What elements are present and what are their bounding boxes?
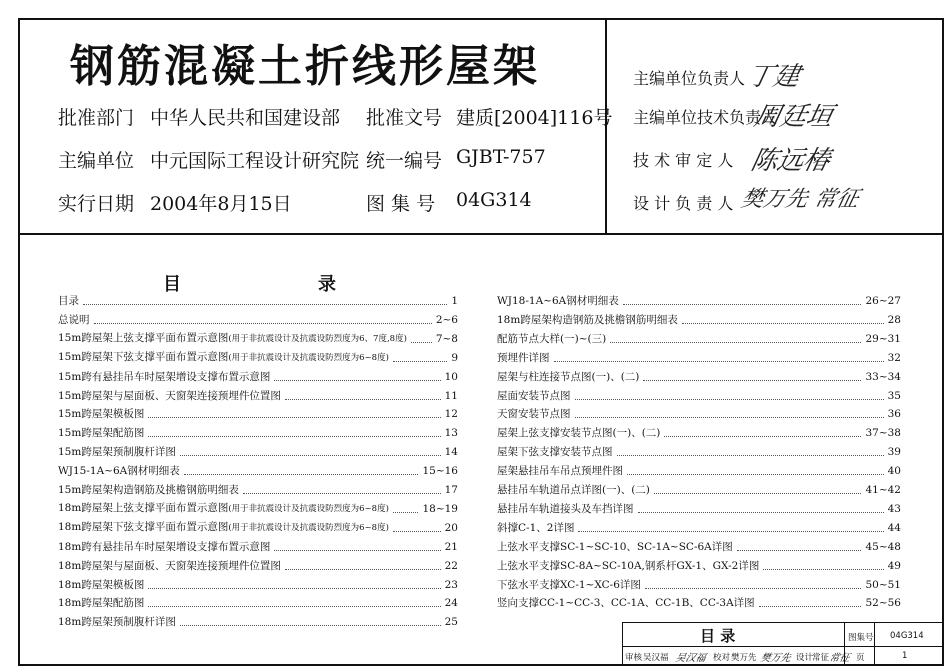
toc-entry-label <box>497 390 571 403</box>
toc-entry-page: 37~38 <box>865 427 901 440</box>
toc-leader-dots <box>148 436 440 437</box>
editor-unit-value: 中元国际工程设计研究院 <box>150 150 360 172</box>
toc-entry-page: 28 <box>887 313 901 326</box>
toc-entry-title: 18m跨屋架构造钢筋及挑檐钢筋明细表 <box>497 313 678 326</box>
toc-row <box>497 443 901 459</box>
toc-entry-page: 10 <box>444 370 458 383</box>
design-label: 设计 <box>796 653 814 663</box>
toc-row <box>58 349 458 365</box>
toc-entry-label <box>497 541 733 554</box>
toc-entry-title: 下弦水平支撑XC-1~XC-6详图 <box>497 578 641 591</box>
toc-entry-label <box>58 465 180 478</box>
toc-row <box>497 330 901 346</box>
toc-row <box>497 424 901 440</box>
toc-entry-label <box>58 390 281 403</box>
toc-entry-title: 15m跨屋架模板图 <box>58 408 145 421</box>
toc-entry-page: 7~8 <box>435 332 458 345</box>
toc-row <box>497 594 901 610</box>
toc-entry-title: 配筋节点大样(一)~(三) <box>497 332 607 345</box>
review-name: 吴汉福 <box>643 653 669 663</box>
toc-leader-dots <box>274 550 440 551</box>
toc-leader-dots <box>575 417 884 418</box>
toc-entry-label <box>58 541 270 554</box>
toc-leader-dots <box>180 625 441 626</box>
toc-leader-dots <box>623 304 862 305</box>
toc-entry-page: 52~56 <box>865 597 901 610</box>
toc-leader-dots <box>148 417 440 418</box>
toc-entry-page: 36 <box>887 408 901 421</box>
signature-review: 陈远椿 <box>748 146 833 176</box>
toc-leader-dots <box>274 380 440 381</box>
toc-row <box>497 519 901 535</box>
toc-entry-title: 18m跨屋架上弦支撑平面布置示意图 <box>58 501 229 514</box>
design-name: 常征 <box>812 653 830 663</box>
approval-dept-value: 中华人民共和国建设部 <box>150 107 341 129</box>
toc-row <box>58 519 458 535</box>
toc-entry-title: 15m跨有悬挂吊车时屋架增设支撑布置示意图 <box>58 370 271 383</box>
toc-row <box>58 462 458 478</box>
toc-entry-page: 12 <box>444 408 458 421</box>
toc-leader-dots <box>578 531 883 532</box>
toc-row <box>497 557 901 573</box>
toc-leader-dots <box>763 569 883 570</box>
toc-row <box>58 405 458 421</box>
toc-row <box>58 292 458 308</box>
toc-leader-dots <box>643 380 861 381</box>
toc-entry-page: 2~6 <box>435 313 458 326</box>
toc-entry-title: 18m跨屋架预制腹杆详图 <box>58 616 176 629</box>
toc-entry-label <box>58 351 389 365</box>
toc-entry-page: 23 <box>444 578 458 591</box>
toc-leader-dots <box>393 361 447 362</box>
toc-leader-dots <box>393 531 441 532</box>
toc-entry-title: 竖向支撑CC-1~CC-3、CC-1A、CC-1B、CC-3A详图 <box>497 597 755 610</box>
toc-entry-label <box>58 314 90 327</box>
toc-entry-title: 18m跨屋架下弦支撑平面布置示意图 <box>58 520 229 533</box>
toc-entry-page: 44 <box>887 521 901 534</box>
editor-unit-label: 主编单位 <box>58 150 135 172</box>
toc-leader-dots <box>83 304 447 305</box>
toc-leader-dots <box>411 342 432 343</box>
toc-entry-title: 15m跨屋架预制腹杆详图 <box>58 446 176 459</box>
toc-entry-label <box>58 484 239 497</box>
toc-entry-label <box>497 597 755 610</box>
toc-row <box>58 557 458 573</box>
toc-entry-title: 15m跨屋架配筋图 <box>58 427 145 440</box>
toc-entry-title: WJ18-1A~6A钢材明细表 <box>497 295 619 307</box>
toc-entry-page: 24 <box>444 597 458 610</box>
check-name: 樊万先 <box>731 653 757 663</box>
approval-doc-value: 建质[2004]116号 <box>456 107 613 129</box>
toc-entry-title: 15m跨屋架上弦支撑平面布置示意图 <box>58 331 229 344</box>
toc-entry-label <box>58 579 144 592</box>
toc-row <box>497 292 901 308</box>
toc-entry-page: 15~16 <box>422 465 458 478</box>
sig-role-tech: 主编单位技术负责人 <box>633 108 778 127</box>
toc-entry-title: 预埋件详图 <box>497 351 550 364</box>
toc-entry-page: 26~27 <box>865 295 901 307</box>
toc-entry-title: 目录 <box>58 295 79 307</box>
toc-leader-dots <box>610 342 861 343</box>
toc-entry-title: 15m跨屋架构造钢筋及挑檐钢筋明细表 <box>58 484 239 496</box>
title-block-title: 目 录 <box>700 627 736 645</box>
toc-leader-dots <box>393 512 419 513</box>
toc-title-left: 目 <box>163 274 181 295</box>
toc-entry-page: 39 <box>887 446 901 459</box>
toc-entry-label <box>58 295 79 308</box>
atlas-number-cell-label: 图集号 <box>848 633 874 643</box>
toc-entry-note: (用于非抗震设计及抗震设防烈度为6~8度) <box>228 352 389 363</box>
toc-entry-label <box>497 560 759 573</box>
toc-entry-label <box>497 408 571 421</box>
toc-entry-title: 屋架悬挂吊车吊点预埋件图 <box>497 465 623 478</box>
toc-leader-dots <box>575 399 884 400</box>
signature-tech: 周廷垣 <box>751 102 836 132</box>
toc-entry-label <box>58 597 144 610</box>
toc-entry-title: WJ15-1A~6A钢材明细表 <box>58 465 180 478</box>
toc-entry-page: 14 <box>444 446 458 459</box>
toc-entry-label <box>497 522 574 535</box>
toc-entry-page: 49 <box>887 559 901 572</box>
atlas-number-cell-value: 04G314 <box>890 631 924 641</box>
title-block-col-divider-2 <box>874 622 875 666</box>
approval-doc-label: 批准文号 <box>366 107 443 129</box>
toc-row <box>497 311 901 327</box>
unified-number-value: GJBT-757 <box>456 146 546 168</box>
toc-leader-dots <box>737 550 862 551</box>
toc-entry-page: 13 <box>444 427 458 440</box>
toc-leader-dots <box>148 588 440 589</box>
toc-entry-page: 35 <box>887 389 901 402</box>
toc-entry-label <box>497 484 650 497</box>
toc-entry-title: 上弦水平支撑SC-1~SC-10、SC-1A~SC-6A详图 <box>497 540 733 553</box>
toc-entry-page: 25 <box>444 616 458 629</box>
toc-entry-label <box>58 446 176 459</box>
toc-entry-page: 50~51 <box>865 578 901 591</box>
effective-date-value: 2004年8月15日 <box>150 193 292 215</box>
toc-entry-note: (用于非抗震设计及抗震设防烈度为6~8度) <box>228 503 389 514</box>
toc-entry-page: 40 <box>887 465 901 478</box>
toc-entry-title: 15m跨屋架与屋面板、天窗架连接预埋件位置图 <box>58 389 281 402</box>
toc-entry-note: (用于非抗震设计及抗震设防烈度为6~8度) <box>228 522 389 533</box>
sig-role-chief: 主编单位负责人 <box>633 69 746 88</box>
toc-row <box>497 538 901 554</box>
review-signature: 吴汉福 <box>674 653 707 664</box>
atlas-number-value: 04G314 <box>456 189 532 211</box>
toc-entry-title: 天窗安装节点图 <box>497 408 571 421</box>
toc-row <box>58 538 458 554</box>
toc-entry-title: 18m跨屋架与屋面板、天窗架连接预埋件位置图 <box>58 559 281 572</box>
toc-entry-title: 总说明 <box>58 313 90 326</box>
toc-entry-title: 上弦水平支撑SC-8A~SC-10A,钢系杆GX-1、GX-2详图 <box>497 559 760 572</box>
toc-entry-page: 45~48 <box>865 540 901 553</box>
check-label: 校对 <box>713 653 731 663</box>
toc-row <box>497 349 901 365</box>
toc-row <box>497 462 901 478</box>
toc-entry-label <box>497 446 613 459</box>
toc-leader-dots <box>184 474 419 475</box>
toc-entry-title: 屋面安装节点图 <box>497 389 571 402</box>
toc-row <box>497 481 901 497</box>
toc-leader-dots <box>243 493 441 494</box>
toc-entry-page: 33~34 <box>865 370 901 383</box>
toc-row <box>58 613 458 629</box>
toc-row <box>58 368 458 384</box>
check-signature: 樊万先 <box>759 653 792 664</box>
toc-leader-dots <box>148 606 440 607</box>
signature-chief: 丁建 <box>744 62 803 92</box>
toc-row <box>58 576 458 592</box>
toc-entry-label <box>58 616 176 629</box>
toc-leader-dots <box>759 606 862 607</box>
toc-leader-dots <box>180 455 441 456</box>
toc-entry-label <box>497 333 606 346</box>
toc-row <box>58 387 458 403</box>
toc-row <box>58 424 458 440</box>
toc-row <box>497 500 901 516</box>
toc-entry-label <box>497 427 660 440</box>
toc-row <box>58 594 458 610</box>
toc-leader-dots <box>617 455 884 456</box>
review-label: 审核 <box>625 653 643 663</box>
toc-leader-dots <box>638 512 884 513</box>
toc-entry-title: 屋架上弦支撑安装节点图(一)、(二) <box>497 427 661 440</box>
toc-entry-page: 11 <box>444 389 458 402</box>
toc-row <box>58 330 458 346</box>
toc-entry-title: 悬挂吊车轨道吊点详图(一)、(二) <box>497 484 650 496</box>
toc-leader-dots <box>654 493 862 494</box>
atlas-number-label: 图 集 号 <box>366 193 436 215</box>
page-cell-label: 页 <box>856 653 865 663</box>
toc-entry-page: 1 <box>451 295 458 307</box>
toc-entry-label <box>58 427 144 440</box>
signature-design: 樊万先 常征 <box>738 187 862 212</box>
toc-entry-label <box>58 408 144 421</box>
title-block-row-divider <box>622 646 944 647</box>
approval-dept-label: 批准部门 <box>58 107 135 129</box>
toc-entry-label <box>497 371 639 384</box>
toc-leader-dots <box>554 361 884 362</box>
toc-row <box>497 576 901 592</box>
toc-row <box>497 387 901 403</box>
toc-entry-label <box>58 521 389 535</box>
toc-leader-dots <box>645 588 862 589</box>
toc-entry-title: 屋架下弦支撑安装节点图 <box>497 446 613 459</box>
toc-leader-dots <box>627 474 884 475</box>
toc-entry-title: 18m跨屋架配筋图 <box>58 597 145 610</box>
toc-entry-title: 斜撑C-1、2详图 <box>497 521 575 534</box>
toc-entry-label <box>497 352 550 365</box>
header-divider <box>18 233 944 235</box>
effective-date-label: 实行日期 <box>58 193 135 215</box>
toc-entry-label <box>497 295 619 308</box>
toc-entry-label <box>58 371 270 384</box>
unified-number-label: 统一编号 <box>366 150 443 172</box>
toc-entry-page: 18~19 <box>422 502 458 515</box>
toc-leader-dots <box>285 399 441 400</box>
toc-leader-dots <box>94 323 432 324</box>
toc-title-right: 录 <box>318 274 336 295</box>
toc-entry-page: 17 <box>444 484 458 496</box>
toc-entry-title: 18m跨有悬挂吊车时屋架增设支撑布置示意图 <box>58 540 271 553</box>
toc-leader-dots <box>285 569 441 570</box>
toc-entry-note: (用于非抗震设计及抗震设防烈度为6、7度,8度) <box>228 333 407 344</box>
sig-role-design: 设 计 负 责 人 <box>633 194 734 213</box>
toc-entry-label <box>58 560 281 573</box>
toc-entry-title: 18m跨屋架模板图 <box>58 578 145 591</box>
toc-entry-label <box>497 579 641 592</box>
atlas-title: 钢筋混凝土折线形屋架 <box>70 41 540 92</box>
toc-row <box>58 443 458 459</box>
toc-entry-label <box>497 314 678 327</box>
toc-entry-page: 9 <box>451 351 458 364</box>
toc-entry-page: 21 <box>444 540 458 553</box>
toc-entry-label <box>497 465 623 478</box>
toc-row <box>58 500 458 516</box>
toc-entry-page: 20 <box>444 521 458 534</box>
toc-row <box>58 311 458 327</box>
toc-row <box>58 481 458 497</box>
toc-entry-title: 屋架与柱连接节点图(一)、(二) <box>497 370 640 383</box>
toc-entry-page: 29~31 <box>865 332 901 345</box>
toc-entry-label <box>497 503 634 516</box>
toc-entry-label <box>58 332 407 346</box>
toc-entry-label <box>58 502 389 516</box>
toc-leader-dots <box>664 436 861 437</box>
toc-entry-page: 43 <box>887 502 901 515</box>
toc-entry-title: 15m跨屋架下弦支撑平面布置示意图 <box>58 350 229 363</box>
toc-row <box>497 368 901 384</box>
sig-role-review: 技 术 审 定 人 <box>633 151 734 170</box>
toc-row <box>497 405 901 421</box>
toc-entry-page: 22 <box>444 559 458 572</box>
toc-leader-dots <box>682 323 884 324</box>
toc-entry-title: 悬挂吊车轨道接头及车挡详图 <box>497 502 634 515</box>
design-signature: 常征 <box>828 653 851 664</box>
toc-entry-page: 41~42 <box>865 484 901 496</box>
page-cell-value: 1 <box>902 651 908 661</box>
toc-entry-page: 32 <box>887 351 901 364</box>
